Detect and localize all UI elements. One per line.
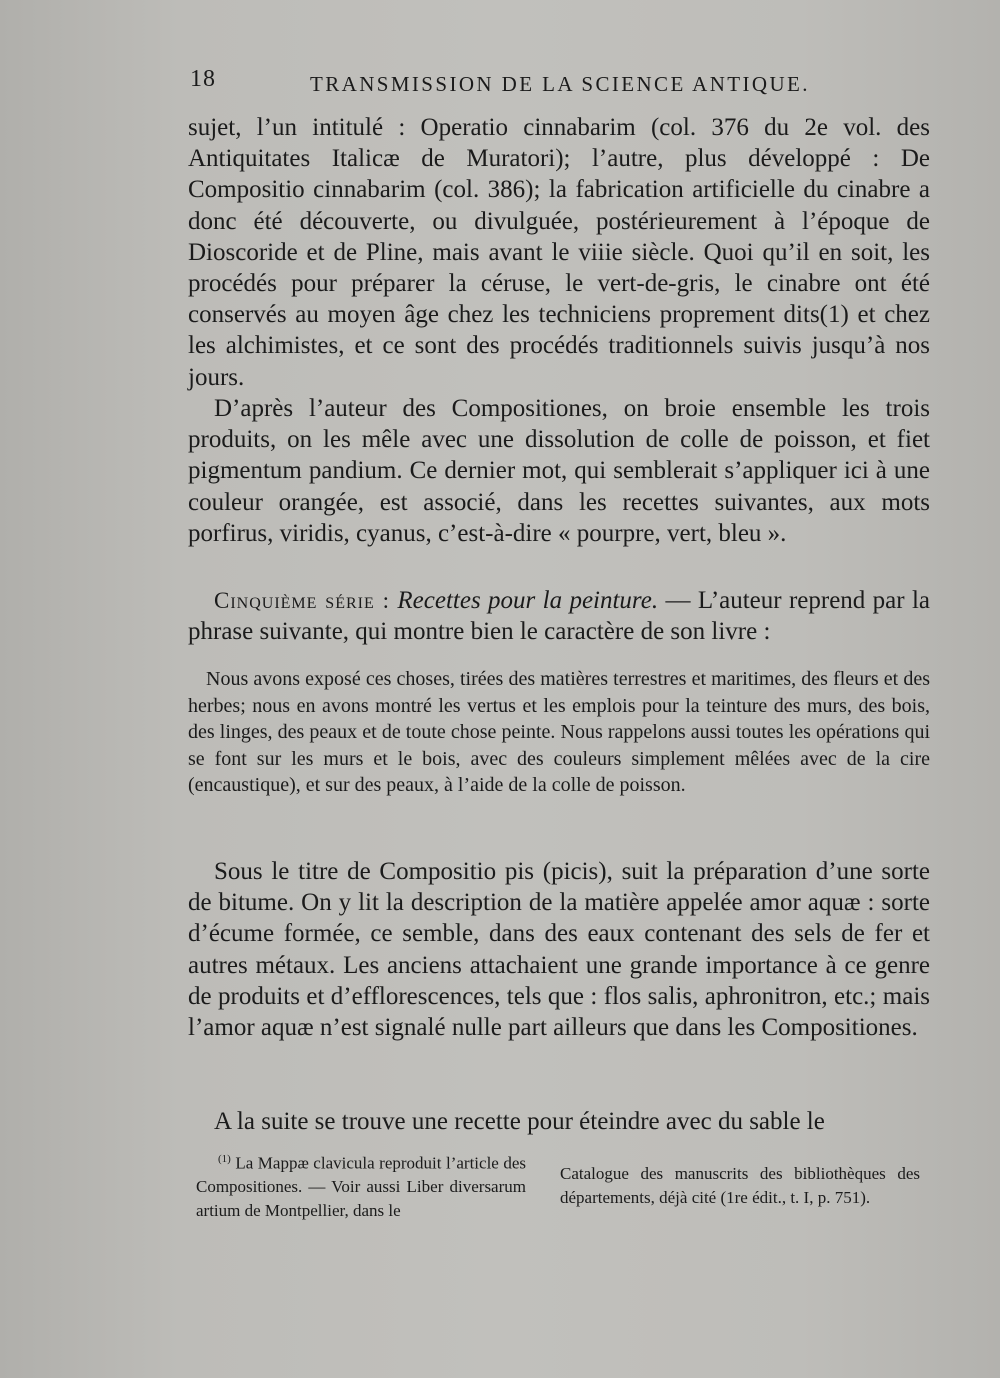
section-paragraph-text: — L’auteur reprend par la phrase suivante, qui montre bien le caractère de son livre : bbox=[188, 587, 931, 646]
running-title: TRANSMISSION DE LA SCIENCE ANTIQUE. bbox=[310, 72, 810, 96]
footnote-left-text: La Mappæ clavicula reproduit l’article des Compositiones. — Voir aussi Liber diversarum artium de Montpellier, dans le bbox=[196, 1153, 527, 1220]
block-quote: Nous avons exposé ces choses, tirées des matières terrestres et maritimes, des fleurs et des herbes; nous en avons montré les vertus et les emplois pour la teinture des murs, des bois, des linges, des peaux et de toute chose peinte. Nous rappelons aussi toutes les opérations qui se font sur les murs et le bois, avec des couleurs simplement mêlées avec de la cire (encaustique), et sur des peaux, à l’aide de la colle de poisson. bbox=[188, 668, 930, 797]
paragraph-1: sujet, l’un intitulé : Operatio cinnabarim (col. 376 du 2e vol. des Antiquitates Italicæ de Muratori); l’autre, plus développé : De Compositio cinnabarim (col. 386); la fabrication artificielle du cinabre a donc été découverte, ou divulguée, postérieurement à l’époque de Dioscoride et de Pline, mais avant le viiie siècle. Quoi qu’il en soit, les procédés pour préparer la céruse, le vert-de-gris, le cinabre ont été conservés au moyen âge chez les techniciens proprement dits(1) et chez les alchimistes, et ce sont des procédés traditionnels suivis jusqu’à nos jours. bbox=[188, 114, 930, 391]
page-header bbox=[190, 62, 850, 102]
section-heading: Cinquième série : bbox=[214, 588, 391, 613]
footnote-mark: (1) bbox=[218, 1153, 231, 1165]
footnote-left-column bbox=[196, 1148, 526, 1222]
section-paragraph bbox=[188, 585, 930, 647]
footnote-right-column: Catalogue des manuscrits des bibliothèques des départements, déjà cité (1re édit., t. I, p. 751). bbox=[560, 1164, 920, 1207]
footnotes bbox=[196, 1148, 926, 1248]
paragraph-5: A la suite se trouve une recette pour éteindre avec du sable le bbox=[214, 1108, 825, 1135]
page-number: 18 bbox=[190, 66, 216, 92]
paragraph-2: D’après l’auteur des Compositiones, on broie ensemble les trois produits, on les mêle avec une dissolution de colle de poisson, et fiet pigmentum pandium. Ce dernier mot, qui semblerait s’appliquer ici à une couleur orangée, est associé, dans les recettes suivantes, aux mots porfirus, viridis, cyanus, c’est-à-dire « pourpre, vert, bleu ». bbox=[188, 395, 930, 547]
paragraph-4: Sous le titre de Compositio pis (picis), suit la préparation d’une sorte de bitume. On y lit la description de la matière appelée amor aquæ : sorte d’écume formée, ce semble, dans des eaux contenant des sels de fer et autres métaux. Les anciens attachaient une grande importance à ce genre de produits et d’efflorescences, tels que : flos salis, aphronitron, etc.; mais l’amor aquæ n’est signalé nulle part ailleurs que dans les Compositiones. bbox=[188, 858, 930, 1042]
section-heading-title: Recettes pour la peinture. bbox=[397, 587, 659, 614]
